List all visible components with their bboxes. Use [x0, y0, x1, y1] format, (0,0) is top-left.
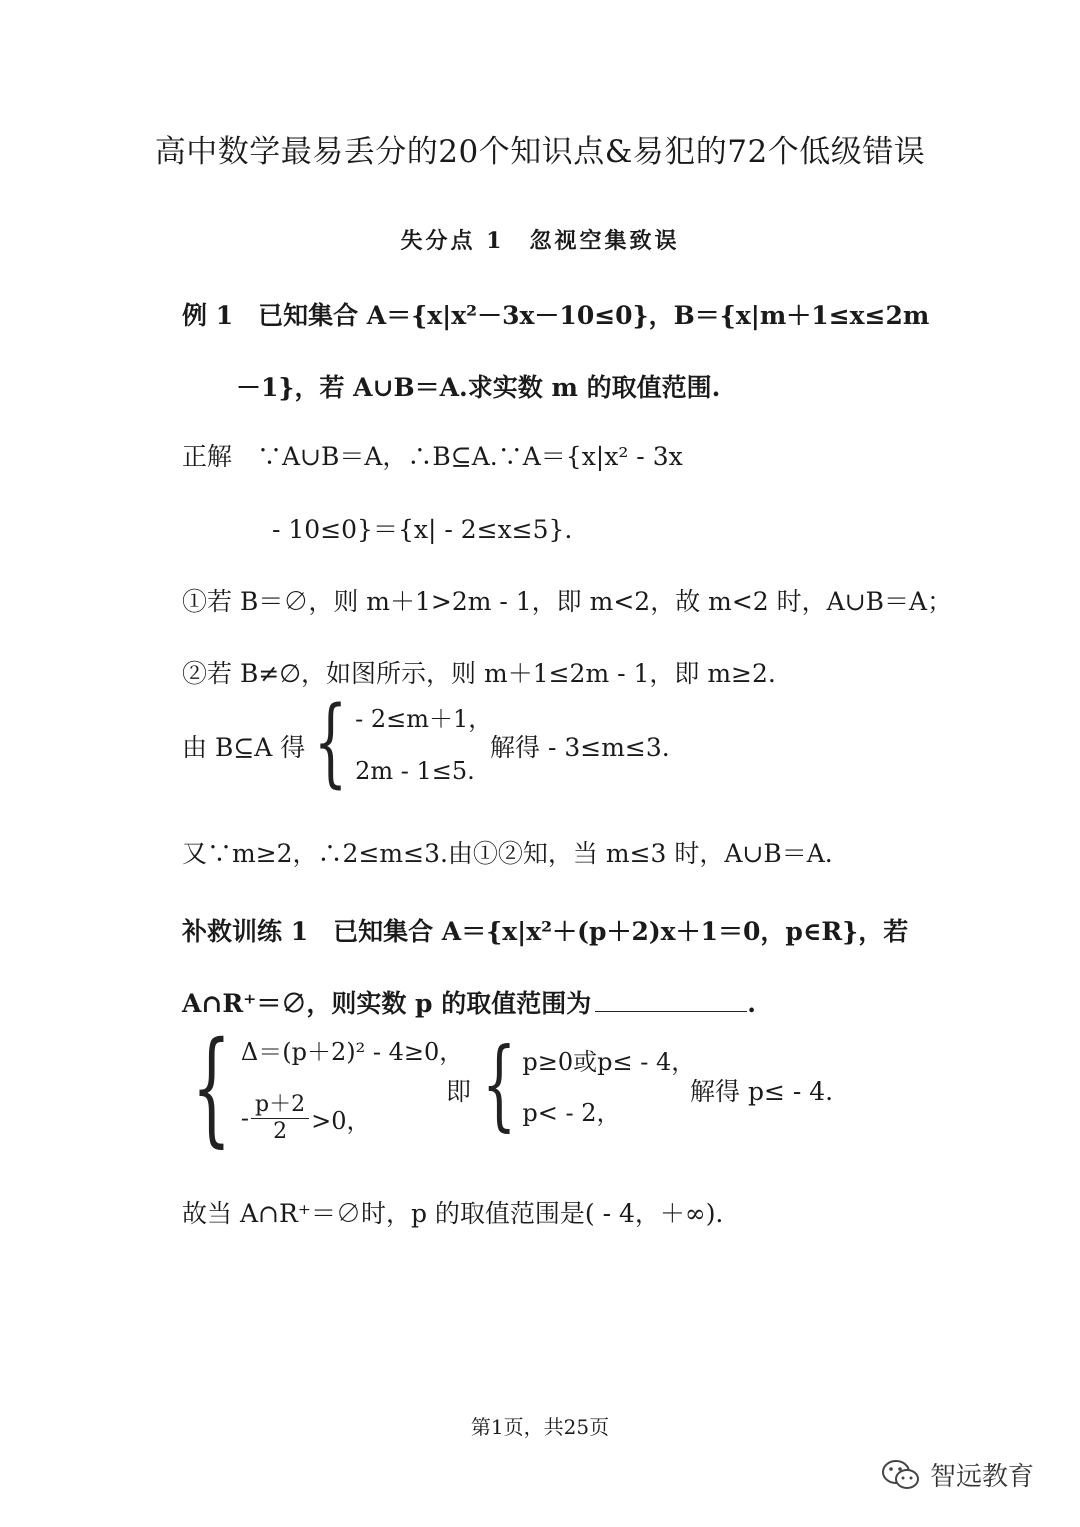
exercise-brace-group-2 [468, 1028, 696, 1142]
system-row-2: 2m - 1≤5. [355, 757, 475, 785]
section-heading: 失分点 1 忽视空集致误 [400, 228, 680, 254]
exercise-final: 故当 A∩R⁺＝∅时，p 的取值范围是( - 4，＋∞)． [182, 1199, 741, 1228]
exercise-line-2-end: . [747, 989, 756, 1018]
fraction-suffix: >0， [311, 1106, 371, 1135]
fraction-denominator: 2 [273, 1118, 288, 1144]
left-brace: { [191, 1016, 232, 1160]
example-line-1: 例 1 已知集合 A＝{x|x²－3x－10≤0}，B＝{x|m＋1≤x≤2m [182, 301, 930, 330]
exercise-line-1: 补救训练 1 已知集合 A＝{x|x²＋(p＋2)x＋1＝0，p∈R}，若 [182, 917, 909, 946]
solution-case-2: ②若 B≠∅，如图所示，则 m＋1≤2m - 1，即 m≥2. [182, 659, 776, 688]
wechat-icon [880, 1457, 922, 1493]
system-prefix: 由 B⊆A 得 [182, 733, 306, 762]
exercise-sys2-row-1: p≥0或p≤ - 4， [522, 1048, 696, 1076]
ji-label: 即 [446, 1077, 472, 1106]
exercise-sys1-row-2 [241, 1092, 463, 1144]
solution-case-1: ①若 B＝∅，则 m＋1>2m - 1，即 m<2，故 m<2 时，A∪B＝A； [182, 587, 953, 616]
exercise-line-2 [182, 984, 756, 1020]
page-title: 高中数学最易丢分的20个知识点&易犯的72个低级错误 [154, 134, 926, 170]
answer-blank[interactable] [595, 989, 747, 1012]
watermark-text: 智远教育 [930, 1462, 1035, 1492]
exercise-sys1-row-1: Δ＝(p＋2)² - 4≥0， [240, 1038, 464, 1066]
solution-line-1: 正解 ∵A∪B＝A，∴B⊆A.∵A＝{x|x² - 3x [182, 442, 683, 471]
system-row-1: - 2≤m＋1， [355, 705, 493, 733]
watermark [880, 1456, 1034, 1493]
solution-line-2: - 10≤0}＝{x| - 2≤x≤5}． [272, 515, 590, 544]
solution-conclusion: 又∵m≥2，∴2≤m≤3.由①②知，当 m≤3 时，A∪B＝A. [182, 839, 833, 868]
exercise-brace-group-1 [172, 1016, 464, 1160]
left-brace: { [482, 1028, 517, 1142]
system-brace-group [300, 686, 493, 798]
fraction [251, 1092, 309, 1144]
exercise-line-2-text: A∩R⁺＝∅，则实数 p 的取值范围为 [182, 989, 592, 1018]
fraction-minus: - [240, 1104, 250, 1133]
exercise-sys2-row-2: p< - 2， [522, 1099, 621, 1127]
example-line-2: －1}，若 A∪B＝A.求实数 m 的取值范围. [236, 373, 721, 402]
fraction-numerator: p＋2 [251, 1092, 309, 1118]
page-footer: 第1页，共25页 [470, 1415, 610, 1439]
left-brace: { [313, 686, 348, 798]
exercise-result: 解得 p≤ - 4. [690, 1077, 834, 1106]
system-result: 解得 - 3≤m≤3. [490, 733, 670, 762]
